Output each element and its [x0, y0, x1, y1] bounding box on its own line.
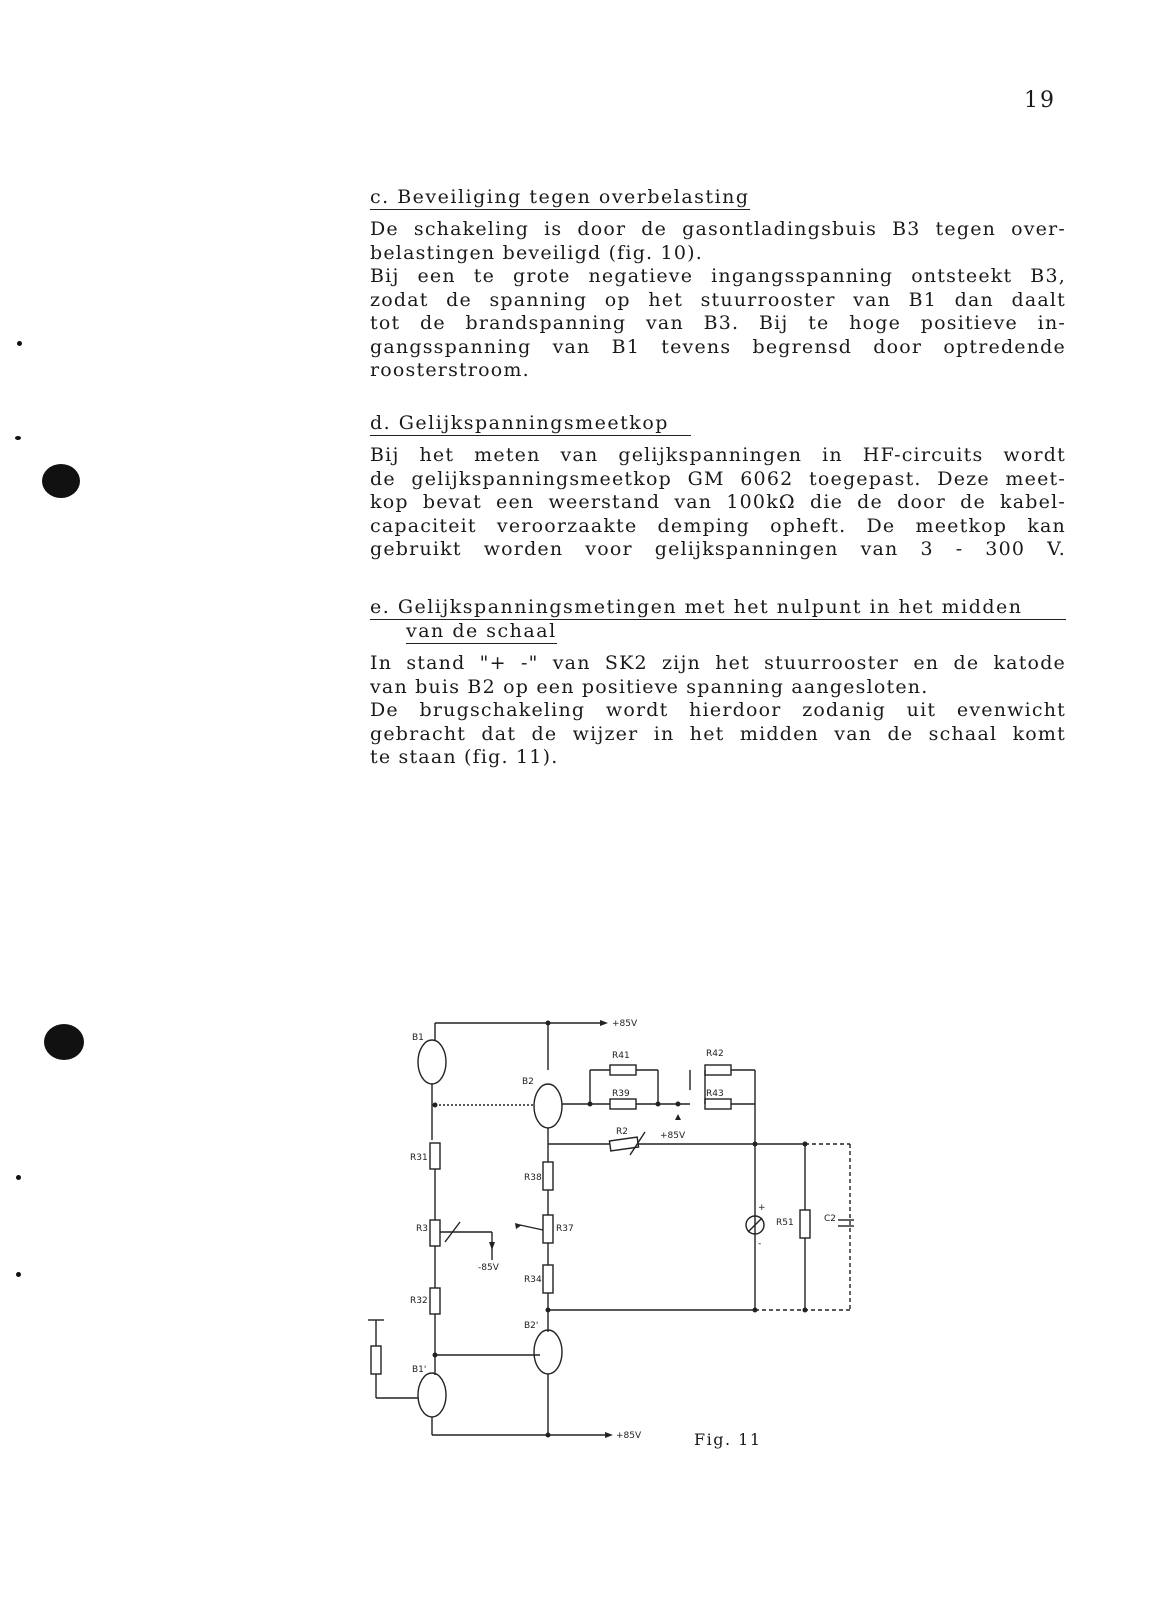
tube-b1-prime — [418, 1373, 446, 1417]
text-line: te staan (fig. 11). — [370, 746, 559, 768]
section-paragraph — [370, 218, 1066, 383]
tube-b2-prime — [534, 1330, 562, 1374]
resistor-r38 — [543, 1162, 553, 1190]
tube-b2 — [534, 1084, 562, 1128]
label-b2: B2 — [522, 1077, 534, 1087]
label-plus85-top: +85V — [612, 1019, 638, 1029]
resistor-r41 — [610, 1065, 636, 1075]
text-line: zodat de spanning op het stuurrooster van B1 dan daalt — [370, 288, 1066, 311]
section-dc-probe — [370, 412, 1066, 562]
label-r42: R42 — [706, 1049, 724, 1059]
label-r34: R34 — [524, 1275, 542, 1285]
section-paragraph — [370, 444, 1066, 562]
ink-dot — [15, 436, 21, 440]
text-line: Bij het meten van gelijkspanningen in HF-circuits wordt — [370, 444, 1066, 466]
resistor-r37 — [543, 1215, 553, 1243]
text-line: gangsspanning van B1 tevens begrensd door optredende — [370, 335, 1066, 358]
text-line: gebruikt worden voor gelijkspanningen van 3 - 300 V. — [370, 538, 1066, 560]
label-r2: R2 — [616, 1127, 628, 1137]
ink-dot — [16, 1272, 21, 1277]
label-plus85-bottom: +85V — [616, 1431, 642, 1441]
section-heading: e. Gelijkspanningsmetingen met het nulpunt in het midden — [370, 596, 1066, 620]
section-heading: d. Gelijkspanningsmeetkop — [370, 412, 691, 436]
label-meter-minus: - — [758, 1239, 762, 1249]
section-heading-continued: van de schaal — [406, 620, 557, 642]
resistor-r42 — [705, 1065, 731, 1075]
label-meter-plus: + — [758, 1203, 766, 1213]
label-r31: R31 — [410, 1153, 428, 1163]
section-center-zero-measurement — [370, 596, 1066, 770]
label-b1-prime: B1' — [412, 1365, 427, 1375]
label-r43: R43 — [706, 1089, 724, 1099]
text-line: roosterstroom. — [370, 359, 530, 381]
text-line: tot de brandspanning van B3. Bij te hoge positieve in- — [370, 312, 1066, 334]
label-r32: R32 — [410, 1296, 428, 1306]
label-r39: R39 — [612, 1089, 630, 1099]
label-r37: R37 — [556, 1224, 574, 1234]
label-r51: R51 — [776, 1218, 794, 1228]
text-line: capaciteit veroorzaakte demping opheft. De meetkop kan — [370, 514, 1066, 537]
label-r3: R3 — [416, 1224, 428, 1234]
ink-dot — [16, 1175, 21, 1180]
text-line: van buis B2 op een positieve spanning aangesloten. — [370, 675, 929, 698]
text-line: kop bevat een weerstand van 100kΩ die de door de kabel- — [370, 491, 1066, 513]
label-plus85-mid: +85V — [660, 1131, 686, 1141]
figure-caption: Fig. 11 — [694, 1430, 762, 1449]
text-line: Bij een te grote negatieve ingangsspanning ontsteekt B3, — [370, 265, 1066, 287]
text-line: gebracht dat de wijzer in het midden van de schaal komt — [370, 722, 1066, 745]
resistor-input — [371, 1346, 381, 1374]
label-c2: C2 — [824, 1214, 837, 1224]
resistor-r32 — [430, 1288, 440, 1314]
resistor-r43 — [705, 1099, 731, 1109]
resistor-r51 — [800, 1210, 810, 1238]
label-b2-prime: B2' — [524, 1321, 539, 1331]
resistor-r34 — [543, 1265, 553, 1293]
label-b1: B1 — [412, 1033, 424, 1043]
text-line: In stand "+ -" van SK2 zijn het stuurrooster en de katode — [370, 652, 1066, 674]
resistor-r3 — [430, 1220, 440, 1246]
label-minus85: -85V — [478, 1263, 499, 1273]
ink-blot — [42, 464, 80, 498]
label-r38: R38 — [524, 1173, 542, 1183]
ink-blot — [44, 1024, 84, 1060]
section-heading: c. Beveiliging tegen overbelasting — [370, 186, 750, 208]
ink-dot — [17, 341, 22, 346]
text-line: De brugschakeling wordt hierdoor zodanig uit evenwicht — [370, 699, 1066, 721]
page-number: 19 — [1024, 88, 1056, 113]
text-line: de gelijkspanningsmeetkop GM 6062 toegepast. Deze meet- — [370, 467, 1066, 490]
label-r41: R41 — [612, 1051, 630, 1061]
section-paragraph — [370, 652, 1066, 770]
text-line: belastingen beveiligd (fig. 10). — [370, 241, 703, 264]
resistor-r39 — [610, 1099, 636, 1109]
section-overload-protection — [370, 186, 1066, 383]
tube-b1 — [418, 1040, 446, 1084]
text-line: De schakeling is door de gasontladingsbuis B3 tegen over- — [370, 218, 1066, 240]
resistor-r31 — [430, 1143, 440, 1169]
